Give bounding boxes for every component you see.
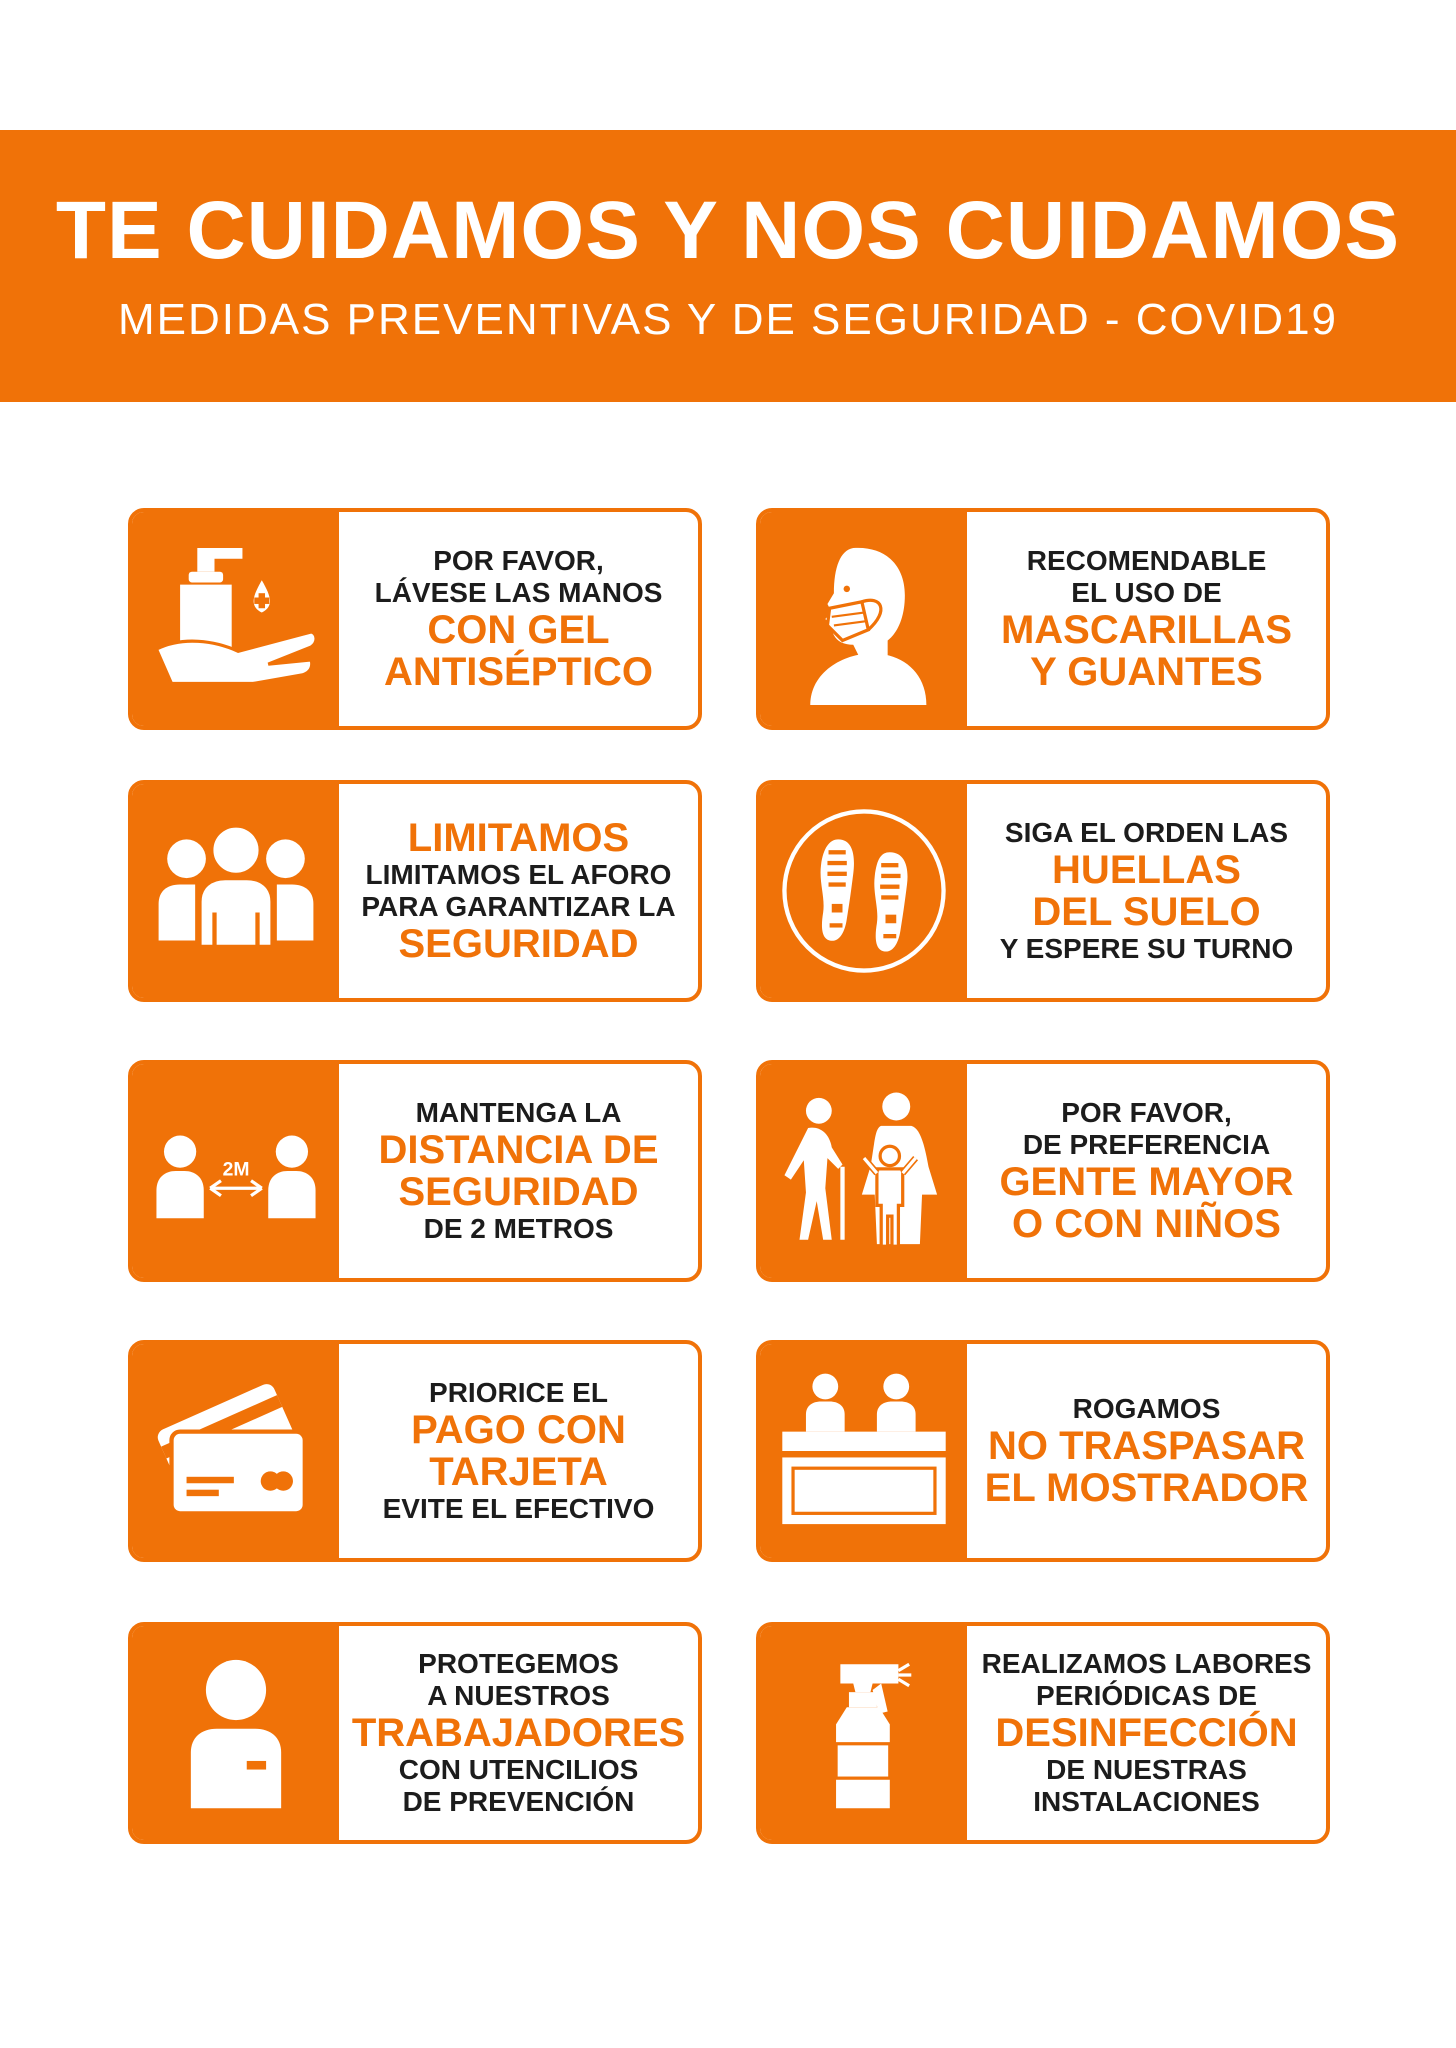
face-mask-icon: [778, 533, 950, 705]
distance-label: 2M: [222, 1158, 249, 1181]
card-line: LIMITAMOS EL AFORO: [365, 859, 672, 890]
card-text: [339, 1064, 698, 1278]
card-line-highlight: MASCARILLAS: [1000, 608, 1293, 652]
icon-panel: [760, 1626, 967, 1840]
card-text: [967, 1626, 1326, 1840]
social-distance-icon: [150, 1085, 322, 1257]
icon-panel: [760, 784, 967, 998]
card-line-highlight: DESINFECCIÓN: [995, 1711, 1298, 1755]
card-line: EVITE EL EFECTIVO: [382, 1493, 655, 1524]
icon-panel: [132, 1626, 339, 1840]
icon-panel: [760, 1064, 967, 1278]
card-line-highlight: CON GEL: [427, 608, 610, 652]
card-text: [339, 1626, 698, 1840]
card-line-highlight: Y GUANTES: [1030, 650, 1263, 694]
credit-card-icon: [150, 1365, 322, 1537]
elderly-family-icon: [778, 1085, 950, 1257]
card-line-highlight: NO TRASPASAR: [987, 1424, 1306, 1468]
card-text: [967, 1064, 1326, 1278]
card-face-mask: [756, 508, 1330, 730]
icon-panel: [132, 512, 339, 726]
card-text: [967, 784, 1326, 998]
card-line-highlight: SEGURIDAD: [398, 1170, 639, 1214]
card-line-highlight: PAGO CON: [411, 1408, 626, 1452]
card-text: [967, 512, 1326, 726]
card-line: CON UTENCILIOS: [398, 1754, 639, 1785]
card-line: DE PREFERENCIA: [1022, 1129, 1271, 1160]
card-line: POR FAVOR,: [433, 545, 604, 576]
card-hand-sanitizer: [128, 508, 702, 730]
card-line: POR FAVOR,: [1061, 1097, 1232, 1128]
card-text: [339, 1344, 698, 1558]
card-line: REALIZAMOS LABORES: [981, 1648, 1312, 1679]
icon-panel: [132, 1344, 339, 1558]
card-line: EL USO DE: [1071, 577, 1222, 608]
card-line: PERIÓDICAS DE: [1036, 1680, 1257, 1711]
card-capacity-limit: [128, 780, 702, 1002]
card-line-highlight: SEGURIDAD: [398, 922, 639, 966]
footprints-icon: [778, 805, 950, 977]
card-line-highlight: HUELLAS: [1052, 848, 1241, 892]
card-line: SIGA EL ORDEN LAS: [1004, 817, 1289, 848]
card-line: PROTEGEMOS: [418, 1648, 619, 1679]
card-text: [339, 512, 698, 726]
card-line: PRIORICE EL: [429, 1377, 608, 1408]
card-line-highlight: O CON NIÑOS: [1012, 1202, 1281, 1246]
hand-sanitizer-icon: [150, 533, 322, 705]
card-counter: [756, 1340, 1330, 1562]
icon-panel: [760, 512, 967, 726]
card-line: INSTALACIONES: [1033, 1786, 1260, 1817]
card-line-highlight: GENTE MAYOR: [999, 1160, 1294, 1204]
group-people-icon: [150, 805, 322, 977]
card-workers: [128, 1622, 702, 1844]
header-banner: [0, 130, 1456, 402]
card-line-highlight: DISTANCIA DE: [378, 1128, 659, 1172]
page-title: TE CUIDAMOS Y NOS CUIDAMOS: [55, 185, 1401, 276]
card-line: ROGAMOS: [1072, 1393, 1221, 1424]
card-line: DE PREVENCIÓN: [402, 1786, 635, 1817]
spray-bottle-icon: [778, 1647, 950, 1819]
card-line-highlight: TRABAJADORES: [351, 1711, 686, 1755]
card-line-highlight: EL MOSTRADOR: [984, 1466, 1309, 1510]
card-line-highlight: ANTISÉPTICO: [384, 650, 653, 694]
card-line: PARA GARANTIZAR LA: [361, 891, 676, 922]
card-line: MANTENGA LA: [415, 1097, 622, 1128]
card-line: A NUESTROS: [427, 1680, 610, 1711]
card-line-highlight: DEL SUELO: [1032, 890, 1261, 934]
card-line: DE 2 METROS: [423, 1213, 614, 1244]
card-card-payment: [128, 1340, 702, 1562]
card-footprints: [756, 780, 1330, 1002]
card-text: [339, 784, 698, 998]
page-subtitle: MEDIDAS PREVENTIVAS Y DE SEGURIDAD - COVID19: [117, 295, 1339, 344]
card-social-distance: [128, 1060, 702, 1282]
icon-panel: [760, 1344, 967, 1558]
card-line: LÁVESE LAS MANOS: [374, 577, 663, 608]
card-line-highlight: LIMITAMOS: [407, 816, 630, 860]
card-line-highlight: TARJETA: [429, 1450, 608, 1494]
card-priority-people: [756, 1060, 1330, 1282]
card-line: RECOMENDABLE: [1026, 545, 1267, 576]
card-text: [967, 1344, 1326, 1558]
card-line: Y ESPERE SU TURNO: [999, 933, 1294, 964]
card-line: DE NUESTRAS: [1046, 1754, 1247, 1785]
icon-panel: [132, 1064, 339, 1278]
counter-icon: [778, 1365, 950, 1537]
card-disinfection: [756, 1622, 1330, 1844]
icon-panel: [132, 784, 339, 998]
worker-icon: [150, 1647, 322, 1819]
